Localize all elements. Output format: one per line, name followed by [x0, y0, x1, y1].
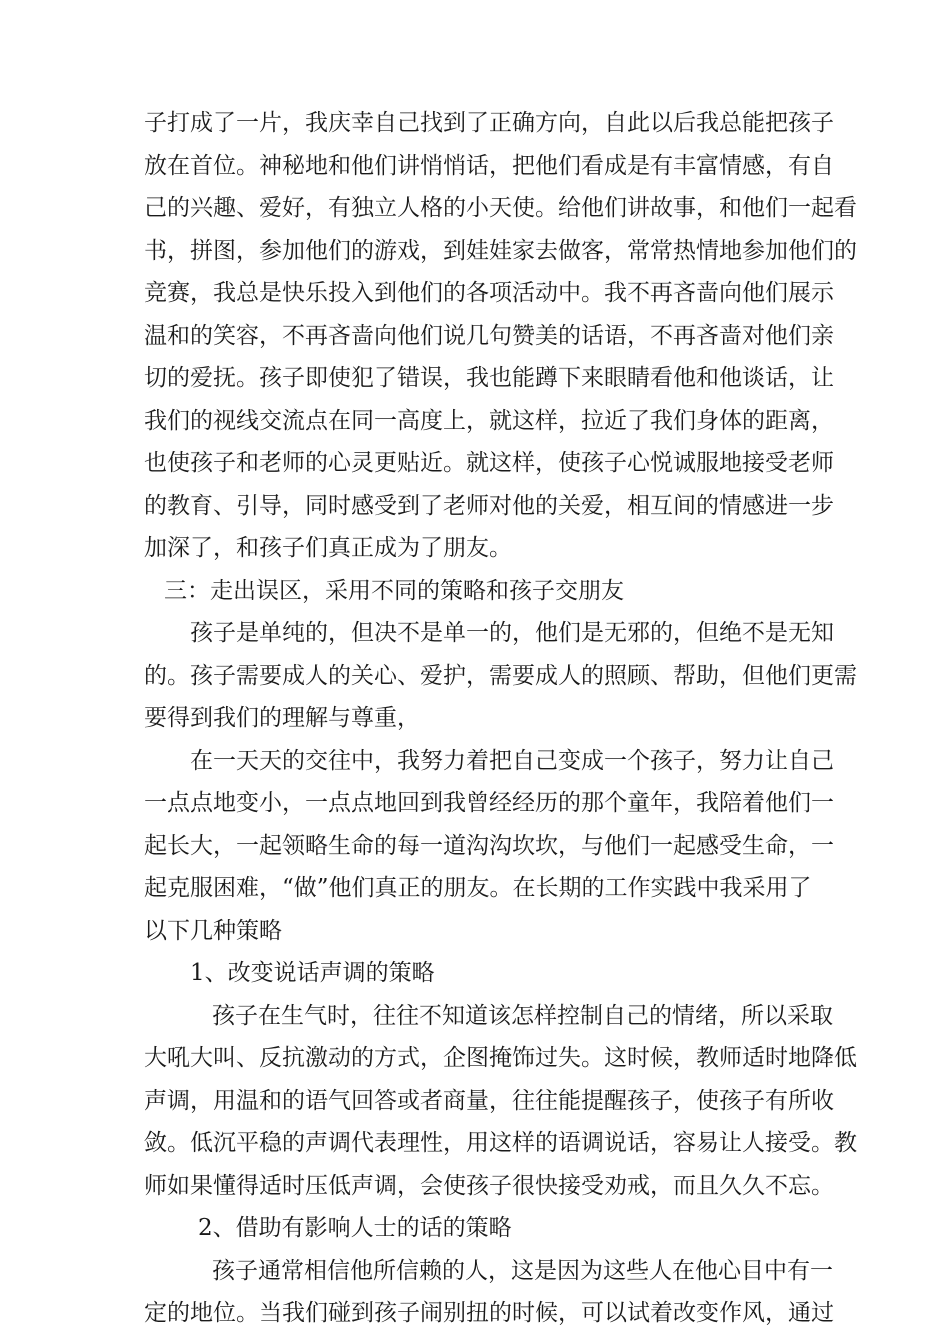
text-line: 一点点地变小，一点点地回到我曾经经历的那个童年，我陪着他们一: [144, 790, 834, 816]
text-line: 孩子通常相信他所信赖的人，这是因为这些人在他心目中有一: [212, 1257, 833, 1284]
text-line: 子打成了一片，我庆幸自己找到了正确方向，自此以后我总能把孩子: [144, 110, 834, 136]
text-line: 竞赛，我总是快乐投入到他们的各项活动中。我不再吝啬向他们展示: [144, 280, 834, 306]
text-line: 孩子在生气时，往往不知道该怎样控制自己的情绪，所以采取: [212, 1002, 833, 1029]
subsection-heading: 1、改变说话声调的策略: [190, 960, 435, 986]
text-line: 温和的笑容，不再吝啬向他们说几句赞美的话语，不再吝啬对他们亲: [144, 322, 834, 349]
text-line: 师如果懂得适时压低声调，会使孩子很快接受劝戒，而且久久不忘。: [144, 1172, 834, 1199]
text-line: 的。孩子需要成人的关心、爱护，需要成人的照顾、帮助，但他们更需: [144, 662, 857, 689]
text-line: 起克服困难，“做”他们真正的朋友。在长期的工作实践中我采用了: [144, 875, 812, 901]
text-line: 在一天天的交往中，我努力着把自己变成一个孩子，努力让自己: [190, 747, 834, 774]
text-line: 孩子是单纯的，但决不是单一的，他们是无邪的，但绝不是无知: [190, 620, 834, 646]
text-line: 定的地位。当我们碰到孩子闹别扭的时候，可以试着改变作风，通过: [144, 1300, 834, 1326]
text-line: 也使孩子和老师的心灵更贴近。就这样，使孩子心悦诚服地接受老师: [144, 450, 834, 476]
text-line: 声调，用温和的语气回答或者商量，往往能提醒孩子，使孩子有所收: [144, 1087, 834, 1114]
text-line: 起长大，一起领略生命的每一道沟沟坎坎，与他们一起感受生命，一: [144, 832, 834, 859]
text-line: 书，拼图，参加他们的游戏，到娃娃家去做客，常常热情地参加他们的: [144, 237, 857, 264]
text-line: 我们的视线交流点在同一高度上，就这样，拉近了我们身体的距离，: [144, 407, 834, 434]
section-heading: 三：走出误区，采用不同的策略和孩子交朋友: [164, 577, 624, 604]
text-line: 己的兴趣、爱好，有独立人格的小天使。给他们讲故事，和他们一起看: [144, 195, 857, 221]
text-line: 敛。低沉平稳的声调代表理性，用这样的语调说话，容易让人接受。教: [144, 1130, 857, 1156]
text-line: 的教育、引导，同时感受到了老师对他的关爱，相互间的情感进一步: [144, 492, 834, 519]
text-line: 加深了，和孩子们真正成为了朋友。: [144, 535, 512, 561]
text-line: 切的爱抚。孩子即使犯了错误，我也能蹲下来眼睛看他和他谈话，让: [144, 365, 834, 391]
subsection-heading: 2、借助有影响人士的话的策略: [198, 1215, 512, 1241]
text-line: 大吼大叫、反抗激动的方式，企图掩饰过失。这时候，教师适时地降低: [144, 1045, 857, 1071]
text-line: 放在首位。神秘地和他们讲悄悄话，把他们看成是有丰富情感，有自: [144, 152, 834, 179]
text-line: 以下几种策略: [144, 917, 282, 944]
text-line: 要得到我们的理解与尊重，: [144, 705, 420, 731]
